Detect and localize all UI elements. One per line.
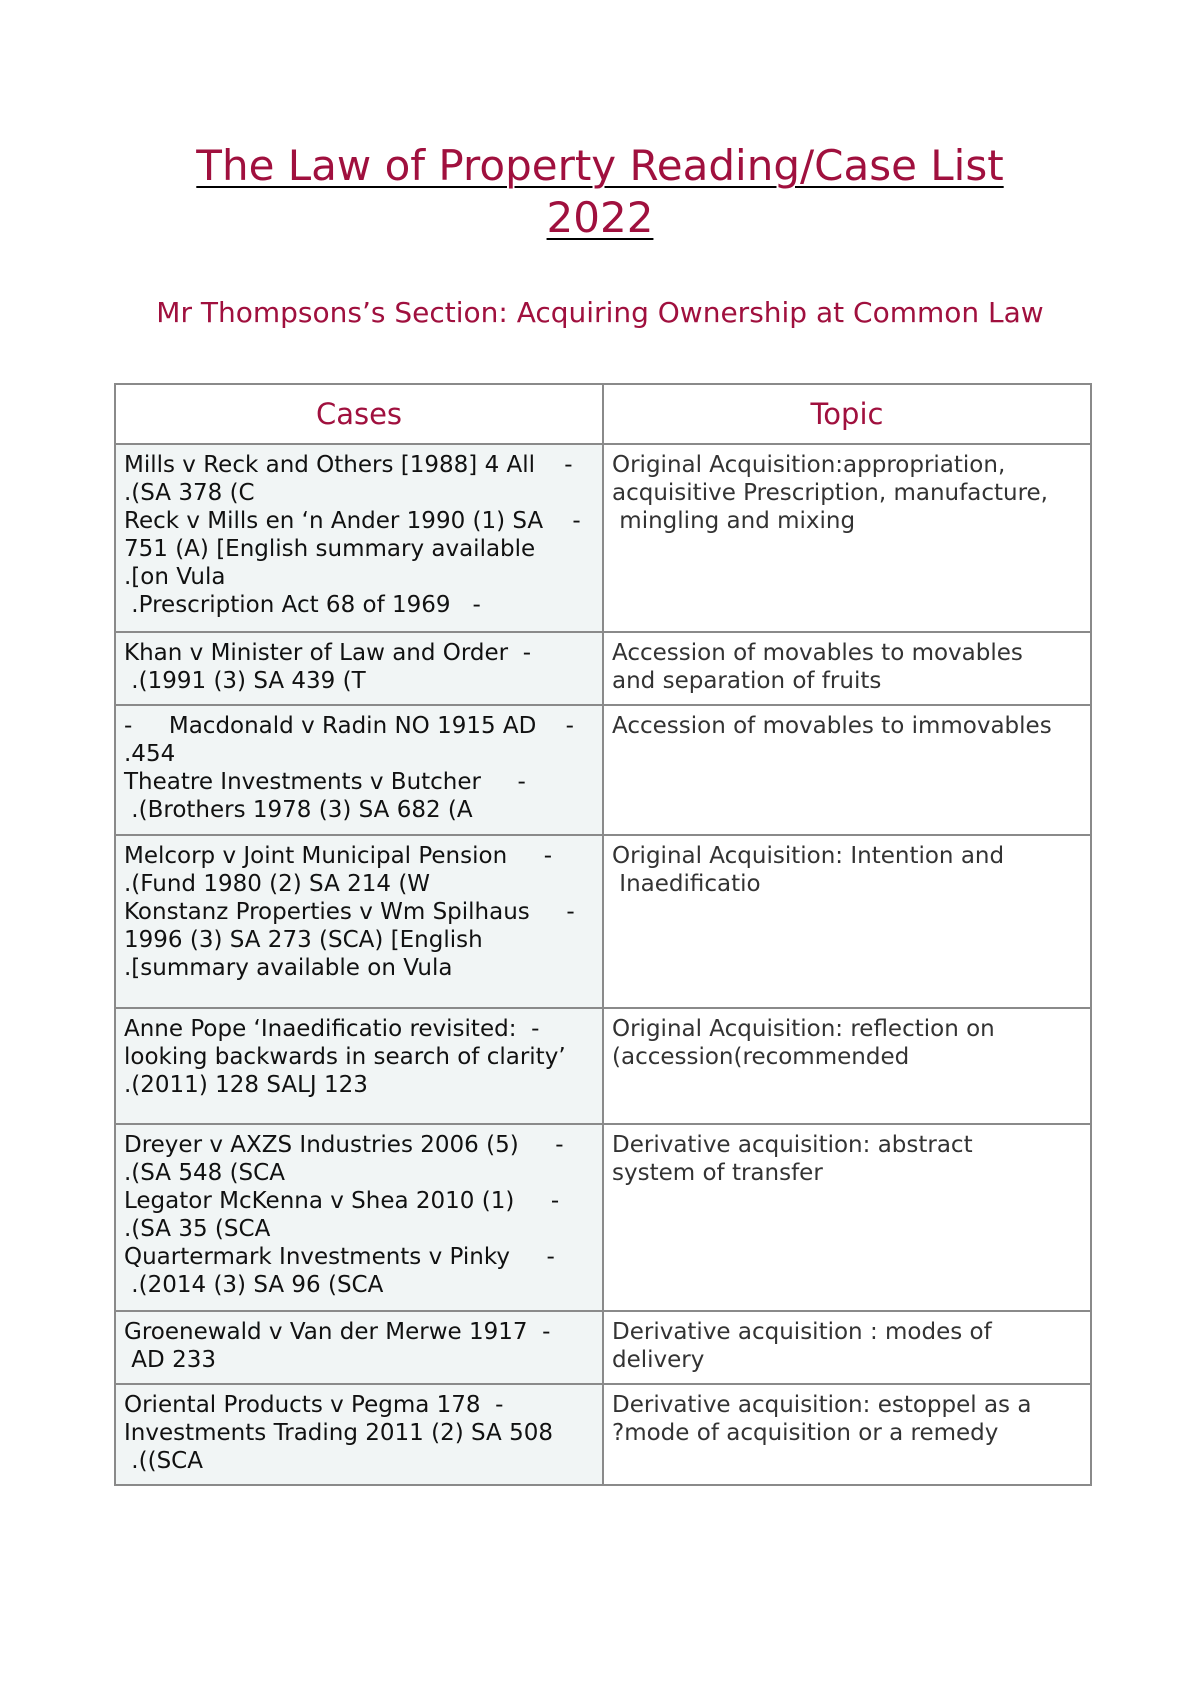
topic-column-header: Topic [603, 384, 1091, 444]
case-cell [115, 1311, 603, 1384]
table-row [115, 1311, 1091, 1384]
topic-cell [603, 1008, 1091, 1124]
cases-column-header: Cases [115, 384, 603, 444]
case-cell [115, 835, 603, 1008]
case-line: .(1991 (3) SA 439 (T [124, 668, 366, 694]
table-row [115, 632, 1091, 705]
case-cell [115, 705, 603, 835]
case-line: .(Fund 1980 (2) SA 214 (W [124, 871, 431, 897]
case-line: .(Brothers 1978 (3) SA 682 (A [124, 797, 473, 823]
case-line: Anne Pope ‘Inaedificatio revisited: - [124, 1016, 540, 1042]
case-line: .(SA 548 (SCA [124, 1160, 285, 1186]
document-title-line-1: The Law of Property Reading/Case List [196, 141, 1004, 190]
case-line: Dreyer v AXZS Industries 2006 (5) - [124, 1132, 564, 1158]
table-row [115, 444, 1091, 632]
case-line: Groenewald v Van der Merwe 1917 - [124, 1319, 551, 1345]
case-line: Khan v Minister of Law and Order - [124, 640, 532, 666]
table-row [115, 705, 1091, 835]
case-cell [115, 632, 603, 705]
topic-cell [603, 1384, 1091, 1485]
case-line: .(SA 378 (C [124, 480, 255, 506]
topic-line: Accession of movables to movables [612, 640, 1023, 666]
case-line: Theatre Investments v Butcher - [124, 769, 526, 795]
topic-cell [603, 705, 1091, 835]
table-row [115, 1008, 1091, 1124]
table-row [115, 835, 1091, 1008]
table-header-row [115, 384, 1091, 444]
case-cell [115, 1384, 603, 1485]
case-line: 751 (A) [English summary available [124, 536, 536, 562]
topic-cell [603, 632, 1091, 705]
table-row [115, 1124, 1091, 1311]
table-row [115, 1384, 1091, 1485]
topic-line: Original Acquisition: Intention and [612, 843, 1005, 869]
case-line: Reck v Mills en ‘n Ander 1990 (1) SA - [124, 508, 581, 534]
case-cell [115, 1008, 603, 1124]
case-line: Mills v Reck and Others [1988] 4 All - [124, 452, 573, 478]
topic-line: mingling and mixing [612, 508, 856, 534]
case-line: - Macdonald v Radin NO 1915 AD - [124, 713, 574, 739]
topic-line: (accession(recommended [612, 1044, 910, 1070]
case-line: .[on Vula [124, 564, 226, 590]
topic-line: system of transfer [612, 1160, 823, 1186]
case-cell [115, 1124, 603, 1311]
topic-line: Accession of movables to immovables [612, 713, 1052, 739]
case-line: .(SA 35 (SCA [124, 1216, 271, 1242]
case-line: Quartermark Investments v Pinky - [124, 1244, 555, 1270]
case-list-table [114, 383, 1092, 1486]
case-cell [115, 444, 603, 632]
topic-line: Derivative acquisition: abstract [612, 1132, 973, 1158]
topic-line: acquisitive Prescription, manufacture, [612, 480, 1048, 506]
case-line: .(2014 (3) SA 96 (SCA [124, 1272, 384, 1298]
case-line: Melcorp v Joint Municipal Pension - [124, 843, 553, 869]
topic-line: Inaedificatio [612, 871, 761, 897]
topic-line: delivery [612, 1347, 705, 1373]
case-line: .[summary available on Vula [124, 955, 453, 981]
topic-line: Derivative acquisition : modes of [612, 1319, 992, 1345]
case-line: Konstanz Properties v Wm Spilhaus - [124, 899, 575, 925]
topic-line: Original Acquisition:appropriation, [612, 452, 1006, 478]
section-subtitle: Mr Thompsons’s Section: Acquiring Ownership at Common Law [156, 296, 1044, 329]
case-line: Investments Trading 2011 (2) SA 508 [124, 1420, 553, 1446]
topic-line: Original Acquisition: reflection on [612, 1016, 995, 1042]
topic-cell [603, 1124, 1091, 1311]
case-line: 1996 (3) SA 273 (SCA) [English [124, 927, 483, 953]
case-line: looking backwards in search of clarity’ [124, 1044, 566, 1070]
case-line: Oriental Products v Pegma 178 - [124, 1392, 504, 1418]
topic-line: and separation of fruits [612, 668, 882, 694]
case-line: AD 233 [124, 1347, 216, 1373]
case-line: Legator McKenna v Shea 2010 (1) - [124, 1188, 560, 1214]
document-title-line-2: 2022 [546, 193, 654, 242]
topic-line: ?mode of acquisition or a remedy [612, 1420, 999, 1446]
topic-cell [603, 1311, 1091, 1384]
topic-cell [603, 444, 1091, 632]
case-line: .454 [124, 741, 176, 767]
case-line: .((SCA [124, 1448, 203, 1474]
case-line: .(2011) 128 SALJ 123 [124, 1072, 368, 1098]
case-line: .Prescription Act 68 of 1969 - [124, 592, 481, 618]
topic-cell [603, 835, 1091, 1008]
topic-line: Derivative acquisition: estoppel as a [612, 1392, 1032, 1418]
